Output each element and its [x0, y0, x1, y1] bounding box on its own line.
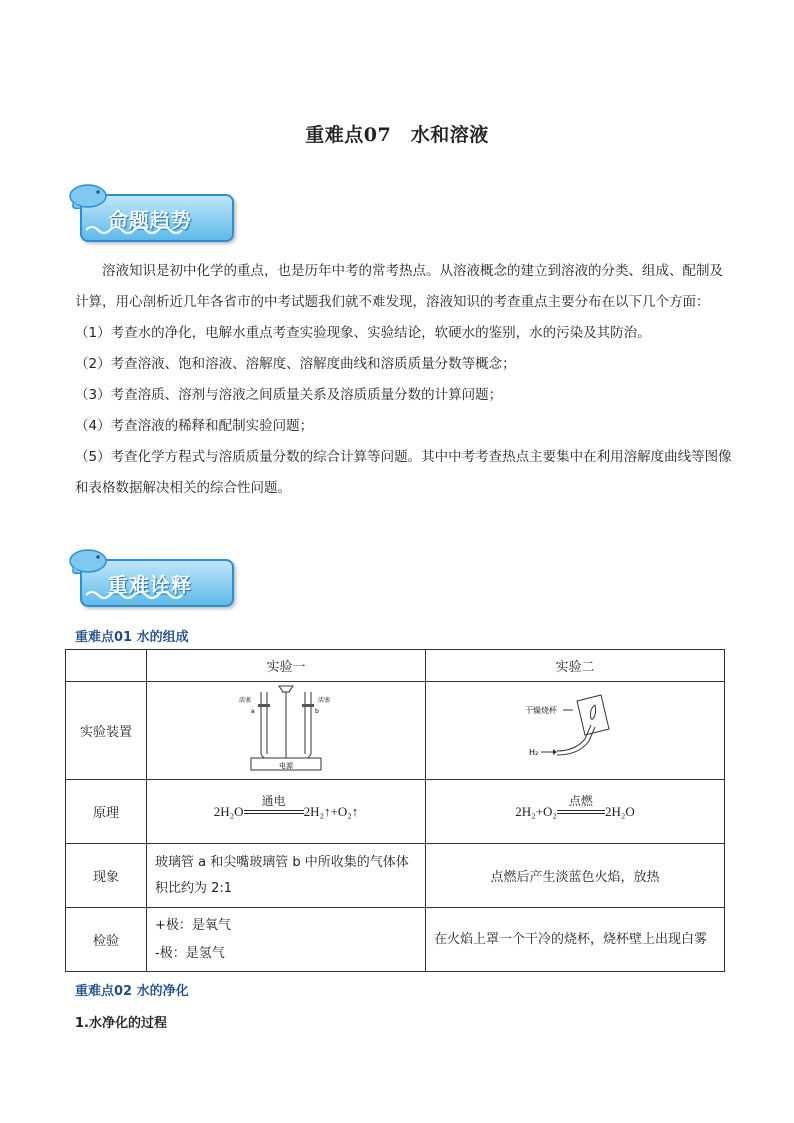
electrolysis-equation [147, 780, 426, 844]
dolphin-icon [66, 180, 112, 214]
test-negative: -极：是氢气 [155, 945, 225, 961]
section-badge-explain [66, 545, 238, 607]
power-label: 电源 [279, 761, 293, 770]
intro-paragraph: 溶液知识是初中化学的重点，也是历年中考的常考热点。从溶液概念的建立到溶液的分类、组成、配制及计算，用心剖析近几年各省市的中考试题我们就不难发现，溶液知识的考查重点主要分布在以下几个方面： [75, 263, 723, 310]
section-heading-2: 重难点02 水的净化 [75, 984, 189, 999]
beaker-label: 干燥烧杯 [525, 705, 557, 715]
tube-letter-b: b [315, 707, 319, 715]
section-heading-1: 重难点01 水的组成 [75, 630, 189, 645]
table-row [66, 780, 725, 844]
wave-icon [86, 589, 186, 601]
gas-label: H₂ [529, 747, 539, 757]
reaction-arrow [244, 794, 304, 814]
badge-label: 重难诠释 [108, 573, 192, 597]
table-cell [66, 650, 147, 682]
point-5: （5）考查化学方程式与溶质质量分数的综合计算等问题。其中中考考查热点主要集中在利用溶解度曲线等图像和表格数据解决相关的综合性问题。 [75, 449, 732, 496]
page-title: 重难点07 水和溶液 [305, 124, 489, 146]
eq-left: 2H₂O [213, 803, 244, 819]
point-1: （1）考查水的净化，电解水重点考查实验现象、实验结论，软硬水的鉴别，水的污染及其防治。 [75, 325, 651, 341]
row-label: 原理 [66, 780, 147, 844]
valve-label-right: 活塞 [318, 696, 331, 704]
table-header: 实验一 [147, 650, 426, 682]
wave-icon [86, 224, 186, 236]
eq-condition: 通电 [261, 794, 286, 808]
combustion-diagram [505, 689, 645, 769]
table-row [66, 682, 725, 780]
subheading: 1.水净化的过程 [75, 1016, 167, 1031]
dolphin-icon [66, 545, 112, 579]
eq-right: 2H₂↑+O₂↑ [303, 803, 359, 819]
row-label: 实验装置 [66, 682, 147, 780]
row-label: 检验 [66, 908, 147, 972]
tube-letter-a: a [251, 707, 255, 715]
test-2: 在火焰上罩一个干冷的烧杯，烧杯壁上出现白雾 [426, 908, 725, 972]
eq-right: 2H₂O [604, 803, 635, 819]
reaction-arrow [557, 794, 605, 814]
table-header: 实验二 [426, 650, 725, 682]
electrolysis-diagram [211, 684, 361, 774]
phenomenon-2: 点燃后产生淡蓝色火焰，放热 [426, 844, 725, 908]
point-2: （2）考查溶液、饱和溶液、溶解度、溶解度曲线和溶质质量分数等概念； [75, 356, 516, 372]
row-label: 现象 [66, 844, 147, 908]
eq-condition: 点燃 [568, 794, 593, 808]
intro-block [75, 256, 735, 504]
table-row [66, 650, 725, 682]
point-3: （3）考查溶质、溶剂与溶液之间质量关系及溶质质量分数的计算问题； [75, 387, 503, 403]
combustion-apparatus [426, 682, 725, 780]
combustion-equation [426, 780, 725, 844]
table-row [66, 908, 725, 972]
table-row [66, 844, 725, 908]
badge-label: 命题趋势 [108, 208, 192, 232]
valve-label-left: 活塞 [239, 696, 252, 704]
test-positive: +极：是氧气 [155, 917, 231, 933]
phenomenon-1: 玻璃管 a 和尖嘴玻璃管 b 中所收集的气体体积比约为 2:1 [147, 844, 426, 908]
electrolysis-apparatus [147, 682, 426, 780]
point-4: （4）考查溶液的稀释和配制实验问题； [75, 418, 314, 434]
eq-left: 2H₂+O₂ [515, 803, 557, 819]
test-1 [147, 908, 426, 972]
section-badge-trend [66, 180, 238, 242]
water-composition-table [65, 649, 725, 972]
